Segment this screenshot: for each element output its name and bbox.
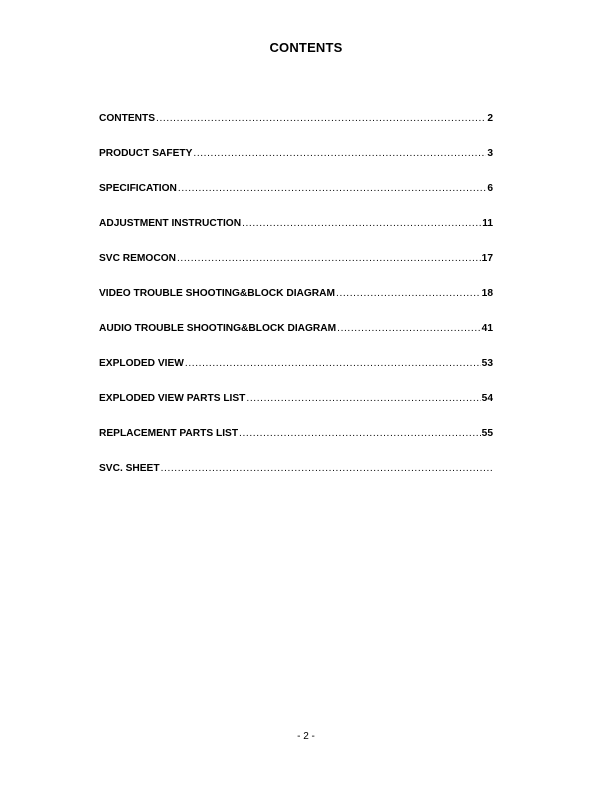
toc-leader-dots: [246, 392, 480, 406]
toc-entry-page: 2: [487, 113, 493, 124]
toc-entry-title: CONTENTS: [99, 113, 156, 124]
toc-entry-page: 3: [487, 148, 493, 159]
toc-entry-title: EXPLODED VIEW PARTS LIST: [99, 393, 246, 404]
toc-entry-title: SVC. SHEET: [99, 463, 160, 474]
toc-entry: [99, 112, 493, 147]
toc-entry-page: 11: [482, 218, 493, 229]
toc-entry-page: 41: [481, 323, 493, 334]
toc-entry-title: AUDIO TROUBLE SHOOTING&BLOCK DIAGRAM: [99, 323, 337, 334]
toc-entry: [99, 182, 493, 217]
toc-entry: [99, 252, 493, 287]
toc-entry-page: 17: [481, 253, 493, 264]
toc-entry-page: 18: [481, 288, 493, 299]
toc-entry-page: 6: [487, 183, 493, 194]
toc-entry-page: 53: [481, 358, 493, 369]
toc-entry: [99, 287, 493, 322]
toc-leader-dots: [178, 182, 486, 196]
toc-entry-title: VIDEO TROUBLE SHOOTING&BLOCK DIAGRAM: [99, 288, 336, 299]
toc-entry-title: PRODUCT SAFETY: [99, 148, 193, 159]
toc-entry-title: EXPLODED VIEW: [99, 358, 184, 369]
toc-leader-dots: [336, 287, 481, 301]
toc-entry-title: REPLACEMENT PARTS LIST: [99, 428, 239, 439]
toc-leader-dots: [185, 357, 481, 371]
toc-entry-title: SPECIFICATION: [99, 183, 177, 194]
toc-leader-dots: [239, 427, 481, 441]
toc-entry: [99, 357, 493, 392]
toc-leader-dots: [193, 147, 486, 161]
toc-entry: [99, 392, 493, 427]
toc-entry: [99, 217, 493, 252]
toc-entry: [99, 322, 493, 357]
toc-entry: [99, 427, 493, 462]
toc-leader-dots: [242, 217, 481, 231]
toc-leader-dots: [177, 252, 481, 266]
page-number: - 2 -: [297, 731, 315, 742]
toc-entry: [99, 147, 493, 182]
page-title: CONTENTS: [269, 40, 343, 55]
table-of-contents: [99, 112, 493, 497]
toc-entry-page: 55: [481, 428, 493, 439]
toc-leader-dots: [337, 322, 481, 336]
toc-leader-dots: [161, 462, 492, 476]
toc-entry-page: 54: [481, 393, 493, 404]
toc-entry-title: ADJUSTMENT INSTRUCTION: [99, 218, 242, 229]
toc-entry: [99, 462, 493, 497]
toc-entry-title: SVC REMOCON: [99, 253, 176, 264]
toc-leader-dots: [156, 112, 486, 126]
